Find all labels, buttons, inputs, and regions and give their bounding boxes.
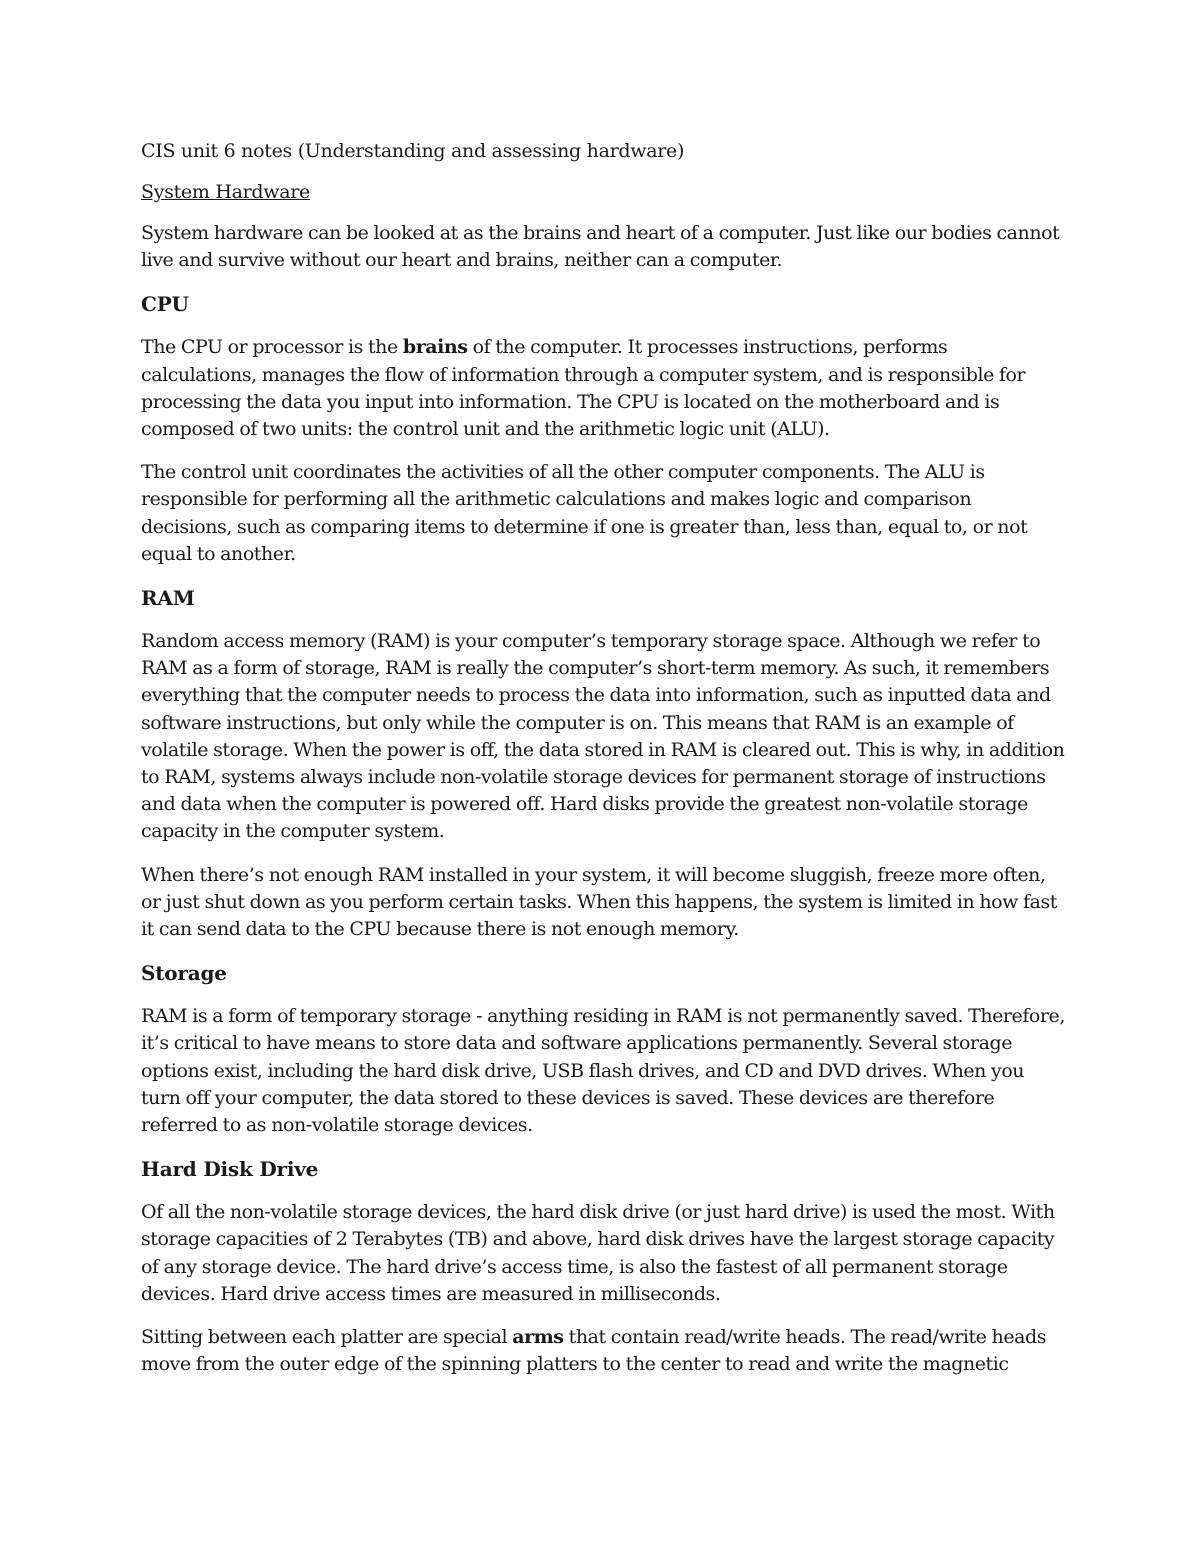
heading-cpu: CPU bbox=[141, 292, 189, 317]
storage-paragraph-1: RAM is a form of temporary storage - anything residing in RAM is not permanently saved. Therefore, it’s critical to have means to store data and software applications permanently. Several storage options exist, including the hard disk drive, USB flash drives, and CD and DVD drives. When you turn off your computer, the data stored to these devices is saved. These devices are therefore referred to as non-volatile storage devices. bbox=[141, 1005, 1065, 1137]
heading-ram: RAM bbox=[141, 586, 195, 611]
hdd-p2-text-b: that contain read/write heads. The read/write heads move from the outer edge of the spinning platters to the center to read and write the magnetic bbox=[141, 1326, 1047, 1376]
cpu-p1-bold: brains bbox=[402, 336, 468, 359]
hdd-p2-bold: arms bbox=[512, 1326, 564, 1349]
document-page bbox=[141, 138, 1066, 1395]
heading-storage: Storage bbox=[141, 961, 227, 986]
hdd-paragraph-1: Of all the non-volatile storage devices, the hard disk drive (or just hard drive) is used the most. With storage capacities of 2 Terabytes (TB) and above, hard disk drives have the largest storage capacity of any storage device. The hard drive’s access time, is also the fastest of all permanent storage devices. Hard drive access times are measured in milliseconds. bbox=[141, 1201, 1055, 1305]
hdd-paragraph-2 bbox=[141, 1324, 1066, 1378]
ram-paragraph-1: Random access memory (RAM) is your computer’s temporary storage space. Although we refer to RAM as a form of storage, RAM is really the computer’s short-term memory. As such, it remembers everything that the computer needs to process the data into information, such as inputted data and software instructions, but only while the computer is on. This means that RAM is an example of volatile storage. When the power is off, the data stored in RAM is cleared out. This is why, in addition to RAM, systems always include non-volatile storage devices for permanent storage of instructions and data when the computer is powered off. Hard disks provide the greatest non-volatile storage capacity in the computer system. bbox=[141, 630, 1065, 843]
cpu-paragraph-2: The control unit coordinates the activities of all the other computer components. The ALU is responsible for performing all the arithmetic calculations and makes logic and comparison decisions, such as comparing items to determine if one is greater than, less than, equal to, or not equal to another. bbox=[141, 461, 1028, 565]
cpu-p1-text-b: of the computer. It processes instructions, performs calculations, manages the flow of information through a computer system, and is responsible for processing the data you input into information. The CPU is located on the motherboard and is composed of two units: the control unit and the arithmetic logic unit (ALU). bbox=[141, 336, 1026, 441]
intro-paragraph: System hardware can be looked at as the brains and heart of a computer. Just like our bodies cannot live and survive without our heart and brains, neither can a computer. bbox=[141, 222, 1060, 272]
ram-paragraph-2: When there’s not enough RAM installed in your system, it will become sluggish, freeze more often, or just shut down as you perform certain tasks. When this happens, the system is limited in how fast it can send data to the CPU because there is not enough memory. bbox=[141, 863, 1057, 941]
cpu-p1-text-a: The CPU or processor is the bbox=[141, 336, 403, 359]
hdd-p2-text-a: Sitting between each platter are special bbox=[141, 1326, 513, 1349]
cpu-paragraph-1 bbox=[141, 334, 1066, 443]
heading-hard-disk-drive: Hard Disk Drive bbox=[141, 1157, 319, 1182]
section-title-system-hardware: System Hardware bbox=[141, 181, 310, 203]
document-title: CIS unit 6 notes (Understanding and assessing hardware) bbox=[141, 140, 685, 162]
